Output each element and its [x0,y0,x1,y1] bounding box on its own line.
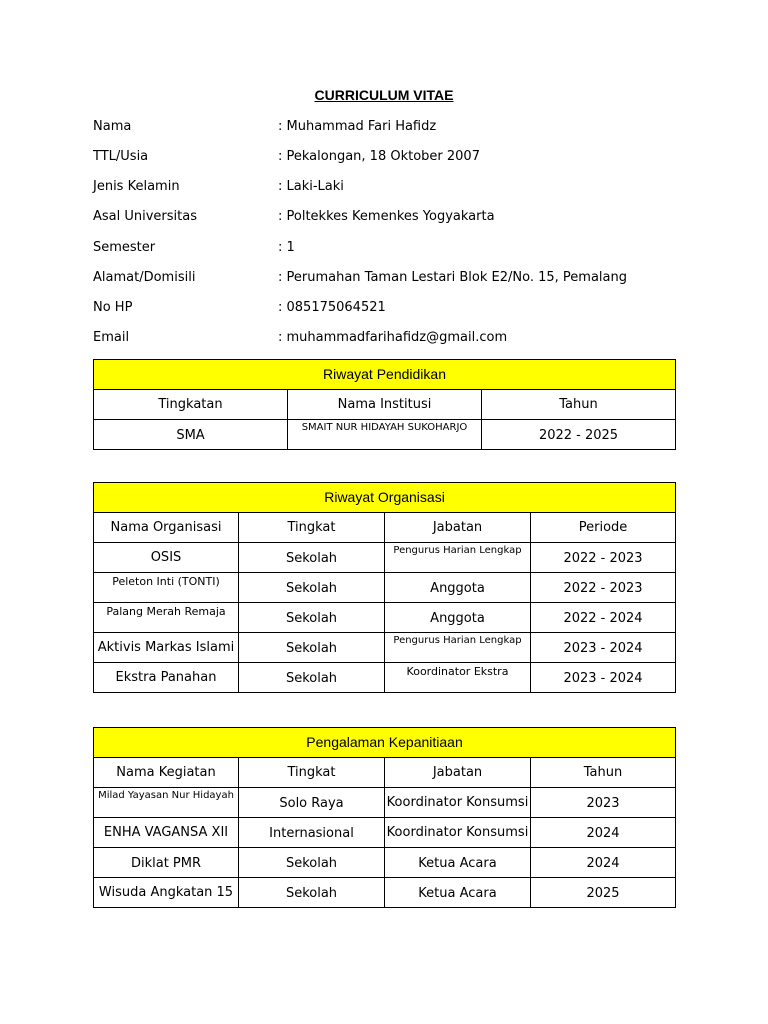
table-cell: 2022 - 2025 [482,420,676,450]
column-header: Tahun [531,758,676,788]
table-cell: SMAIT NUR HIDAYAH SUKOHARJO [288,420,482,450]
column-header: Tingkat [239,513,385,543]
info-value: : muhammadfarihafidz@gmail.com [278,330,508,345]
table-header-row [94,513,676,543]
table-heading-row [94,483,676,513]
table-row [94,573,676,603]
column-header: Tingkatan [94,390,288,420]
table-kepanitiaan [93,727,676,908]
table-row [94,543,676,573]
table-cell: Sekolah [239,878,385,908]
info-label: Asal Universitas [93,209,197,224]
table-cell: Sekolah [239,633,385,663]
table-cell: Wisuda Angkatan 15 [94,878,239,908]
table-row [94,878,676,908]
table-row [94,633,676,663]
table-cell: Pengurus Harian Lengkap [385,543,531,573]
info-label: Nama [93,119,132,134]
info-value: : Pekalongan, 18 Oktober 2007 [278,149,480,164]
table-cell: Palang Merah Remaja [94,603,239,633]
table-cell: Milad Yayasan Nur Hidayah [94,788,239,818]
table-heading-row [94,360,676,390]
table-row [94,420,676,450]
table-cell: 2023 [531,788,676,818]
table-cell: Solo Raya [239,788,385,818]
column-header: Jabatan [385,758,531,788]
table-pendidikan [93,359,676,450]
table-cell: 2022 - 2023 [531,543,676,573]
info-value: : 1 [278,240,295,255]
info-label: Alamat/Domisili [93,270,196,285]
table-cell: Ketua Acara [385,878,531,908]
info-value: : 085175064521 [278,300,386,315]
info-value: : Laki-Laki [278,179,344,194]
info-label: TTL/Usia [93,149,149,164]
table-row [94,603,676,633]
table-cell: SMA [94,420,288,450]
table-cell: 2023 - 2024 [531,663,676,693]
column-header: Nama Institusi [288,390,482,420]
column-header: Periode [531,513,676,543]
column-header: Jabatan [385,513,531,543]
column-header: Tahun [482,390,676,420]
table-cell: Koordinator Ekstra [385,663,531,693]
table-header-row [94,758,676,788]
table-cell: Pengurus Harian Lengkap [385,633,531,663]
table-row [94,848,676,878]
table-cell: Internasional [239,818,385,848]
table-cell: Aktivis Markas Islami [94,633,239,663]
table-row [94,818,676,848]
table-cell: 2023 - 2024 [531,633,676,663]
column-header: Tingkat [239,758,385,788]
info-label: No HP [93,300,133,315]
table-row [94,788,676,818]
table-cell: Sekolah [239,573,385,603]
table-cell: ENHA VAGANSA XII [94,818,239,848]
table-cell: Koordinator Konsumsi [385,818,531,848]
section-heading-kepanitiaan: Pengalaman Kepanitiaan [94,728,676,758]
document-title: CURRICULUM VITAE [314,87,454,103]
section-heading-pendidikan: Riwayat Pendidikan [94,360,676,390]
column-header: Nama Kegiatan [94,758,239,788]
table-cell: Koordinator Konsumsi [385,788,531,818]
table-cell: Sekolah [239,543,385,573]
table-cell: OSIS [94,543,239,573]
info-label: Email [93,330,130,345]
column-header: Nama Organisasi [94,513,239,543]
info-label: Jenis Kelamin [93,179,180,194]
info-value: : Muhammad Fari Hafidz [278,119,437,134]
table-cell: 2024 [531,848,676,878]
table-cell: Sekolah [239,663,385,693]
info-value: : Poltekkes Kemenkes Yogyakarta [278,209,495,224]
table-header-row [94,390,676,420]
table-cell: Sekolah [239,603,385,633]
table-cell: Sekolah [239,848,385,878]
table-organisasi [93,482,676,693]
table-cell: Peleton Inti (TONTI) [94,573,239,603]
table-cell: Ekstra Panahan [94,663,239,693]
info-label: Semester [93,240,156,255]
table-cell: Anggota [385,603,531,633]
table-cell: Ketua Acara [385,848,531,878]
table-cell: 2022 - 2024 [531,603,676,633]
table-cell: 2025 [531,878,676,908]
table-cell: Anggota [385,573,531,603]
table-cell: 2022 - 2023 [531,573,676,603]
table-row [94,663,676,693]
info-value: : Perumahan Taman Lestari Blok E2/No. 15, Pemalang [278,270,627,285]
section-heading-organisasi: Riwayat Organisasi [94,483,676,513]
table-cell: 2024 [531,818,676,848]
table-heading-row [94,728,676,758]
table-cell: Diklat PMR [94,848,239,878]
